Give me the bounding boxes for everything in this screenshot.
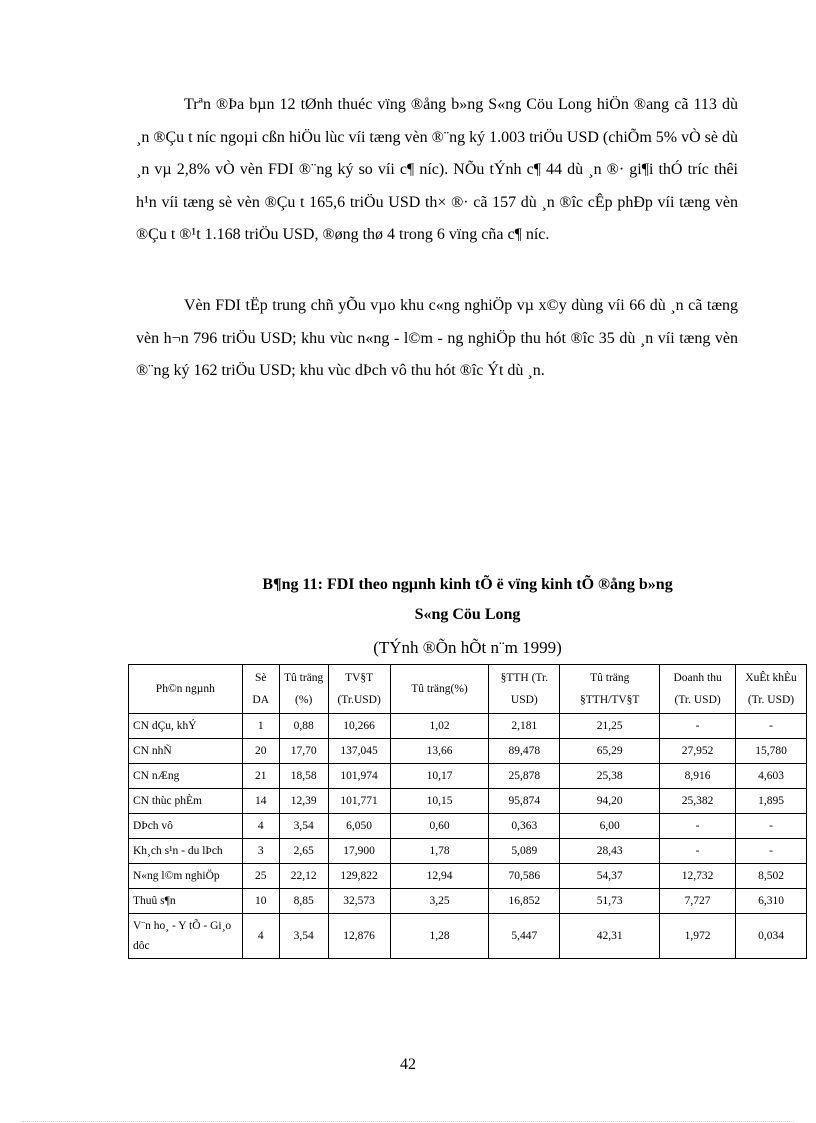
cell-value: 21	[242, 764, 279, 789]
cell-value: 27,952	[660, 739, 736, 764]
header-share-capital: Tû träng(%)	[390, 665, 489, 714]
cell-value: 3,54	[279, 814, 328, 839]
cell-value: 1	[242, 714, 279, 739]
cell-value: 1,895	[736, 789, 807, 814]
cell-value: 12,39	[279, 789, 328, 814]
cell-value: -	[660, 839, 736, 864]
cell-value: 3,54	[279, 914, 328, 959]
cell-value: 14	[242, 789, 279, 814]
table-row	[129, 739, 807, 764]
cell-sector: CN dÇu, khÝ	[129, 714, 243, 739]
cell-value: 95,874	[489, 789, 560, 814]
cell-sector: Kh¸ch s¹n - du lÞch	[129, 839, 243, 864]
cell-value: 25,382	[660, 789, 736, 814]
cell-value: 101,974	[328, 764, 390, 789]
page-bottom-divider	[22, 1121, 794, 1122]
cell-value: 4,603	[736, 764, 807, 789]
header-implementation-ratio: Tû träng §TTH/TV§T	[560, 665, 660, 714]
cell-value: 13,66	[390, 739, 489, 764]
cell-value: 89,478	[489, 739, 560, 764]
cell-sector: CN thùc phÈm	[129, 789, 243, 814]
cell-value: 4	[242, 914, 279, 959]
cell-value: 25,878	[489, 764, 560, 789]
cell-value: 10,266	[328, 714, 390, 739]
cell-value: 21,25	[560, 714, 660, 739]
cell-value: 51,73	[560, 889, 660, 914]
cell-value: 32,573	[328, 889, 390, 914]
table-note: (TÝnh ®Õn hÕt n¨m 1999)	[373, 638, 562, 657]
cell-value: 10	[242, 889, 279, 914]
cell-value: 0,60	[390, 814, 489, 839]
cell-value: 94,20	[560, 789, 660, 814]
cell-value: 129,822	[328, 864, 390, 889]
cell-value: 70,586	[489, 864, 560, 889]
cell-value: 6,310	[736, 889, 807, 914]
cell-value: 7,727	[660, 889, 736, 914]
cell-value: 6,050	[328, 814, 390, 839]
table-row	[129, 889, 807, 914]
cell-value: 18,58	[279, 764, 328, 789]
cell-value: 1,02	[390, 714, 489, 739]
paragraph-2-text: Vèn FDI tËp trung chñ yÕu vµo khu c«ng nghiÖp vµ x©y dùng víi 66 dù ¸n cã tæng vèn h¬n 796 triÖu USD; khu vùc n«ng - l©m - ng nghiÖp thu hót ®îc 35 dù ¸n víi tæng vèn ®¨ng ký 162 triÖu USD; khu vùc dÞch vô thu hót ®îc Ýt dù ¸n.	[136, 297, 738, 379]
table-row	[129, 814, 807, 839]
cell-value: 5,447	[489, 914, 560, 959]
cell-value: 16,852	[489, 889, 560, 914]
cell-value: 1,78	[390, 839, 489, 864]
cell-value: 2,65	[279, 839, 328, 864]
cell-value: 0,363	[489, 814, 560, 839]
paragraph-1	[136, 89, 738, 252]
cell-value: 5,089	[489, 839, 560, 864]
cell-value: 22,12	[279, 864, 328, 889]
cell-value: 101,771	[328, 789, 390, 814]
cell-value: 3,25	[390, 889, 489, 914]
cell-value: 8,916	[660, 764, 736, 789]
cell-value: 20	[242, 739, 279, 764]
cell-sector: V¨n ho¸ - Y tÕ - Gi¸o dôc	[129, 914, 243, 959]
table-row	[129, 714, 807, 739]
cell-sector: DÞch vô	[129, 814, 243, 839]
cell-sector: Thuû s¶n	[129, 889, 243, 914]
table-row	[129, 839, 807, 864]
cell-value: -	[660, 714, 736, 739]
header-revenue: Doanh thu (Tr. USD)	[660, 665, 736, 714]
header-exports: XuÊt khÈu (Tr. USD)	[736, 665, 807, 714]
cell-value: -	[736, 714, 807, 739]
cell-value: 25	[242, 864, 279, 889]
cell-value: 4	[242, 814, 279, 839]
cell-sector: CN nÆng	[129, 764, 243, 789]
paragraph-1-text: Trªn ®Þa bµn 12 tØnh thuéc vïng ®ång b»ng S«ng Cöu Long hiÖn ®ang cã 113 dù ¸n ®Çu t níc ngoµi cßn hiÖu lùc víi tæng vèn ®¨ng ký 1.003 triÖu USD (chiÕm 5% vÒ sè dù ¸n vµ 2,8% vÒ vèn FDI ®¨ng ký so víi c¶ níc). NÕu tÝnh c¶ 44 dù ¸n ®· gi¶i thÓ tríc thêi h¹n víi tæng sè vèn ®Çu t 165,6 triÖu USD th× ®· cã 157 dù ¸n ®îc cÊp phÐp víi tæng vèn ®Çu t ®¹t 1.168 triÖu USD, ®øng thø 4 trong 6 vïng cña c¶ níc.	[136, 96, 738, 243]
paragraph-2	[136, 290, 738, 388]
cell-value: 8,502	[736, 864, 807, 889]
table-row	[129, 789, 807, 814]
table-title-line-1: B¶ng 11: FDI theo ngµnh kinh tÕ ë vïng kinh tÕ ®ång b»ng	[262, 576, 673, 593]
cell-value: -	[660, 814, 736, 839]
cell-value: 12,732	[660, 864, 736, 889]
cell-value: 12,94	[390, 864, 489, 889]
cell-value: 17,900	[328, 839, 390, 864]
cell-value: 8,85	[279, 889, 328, 914]
cell-value: 6,00	[560, 814, 660, 839]
cell-value: -	[736, 839, 807, 864]
cell-value: 42,31	[560, 914, 660, 959]
cell-value: 15,780	[736, 739, 807, 764]
page-number: 42	[400, 1056, 416, 1073]
cell-value: 0,88	[279, 714, 328, 739]
cell-value: 1,972	[660, 914, 736, 959]
table-row	[129, 864, 807, 889]
header-implemented-capital: §TTH (Tr. USD)	[489, 665, 560, 714]
cell-value: 1,28	[390, 914, 489, 959]
table-row	[129, 914, 807, 959]
cell-value: 10,17	[390, 764, 489, 789]
header-share-projects: Tû träng (%)	[279, 665, 328, 714]
cell-value: 17,70	[279, 739, 328, 764]
table-header-row	[129, 665, 807, 714]
cell-value: -	[736, 814, 807, 839]
cell-sector: CN nhÑ	[129, 739, 243, 764]
header-registered-capital: TV§T (Tr.USD)	[328, 665, 390, 714]
cell-value: 54,37	[560, 864, 660, 889]
cell-sector: N«ng l©m nghiÖp	[129, 864, 243, 889]
header-sector: Ph©n ngµnh	[129, 665, 243, 714]
cell-value: 137,045	[328, 739, 390, 764]
table-row	[129, 764, 807, 789]
cell-value: 25,38	[560, 764, 660, 789]
cell-value: 3	[242, 839, 279, 864]
cell-value: 0,034	[736, 914, 807, 959]
cell-value: 12,876	[328, 914, 390, 959]
cell-value: 2,181	[489, 714, 560, 739]
fdi-by-sector-table	[128, 664, 807, 959]
cell-value: 65,29	[560, 739, 660, 764]
header-project-count: Sè DA	[242, 665, 279, 714]
cell-value: 28,43	[560, 839, 660, 864]
table-title-line-2: S«ng Cöu Long	[414, 606, 521, 623]
cell-value: 10,15	[390, 789, 489, 814]
